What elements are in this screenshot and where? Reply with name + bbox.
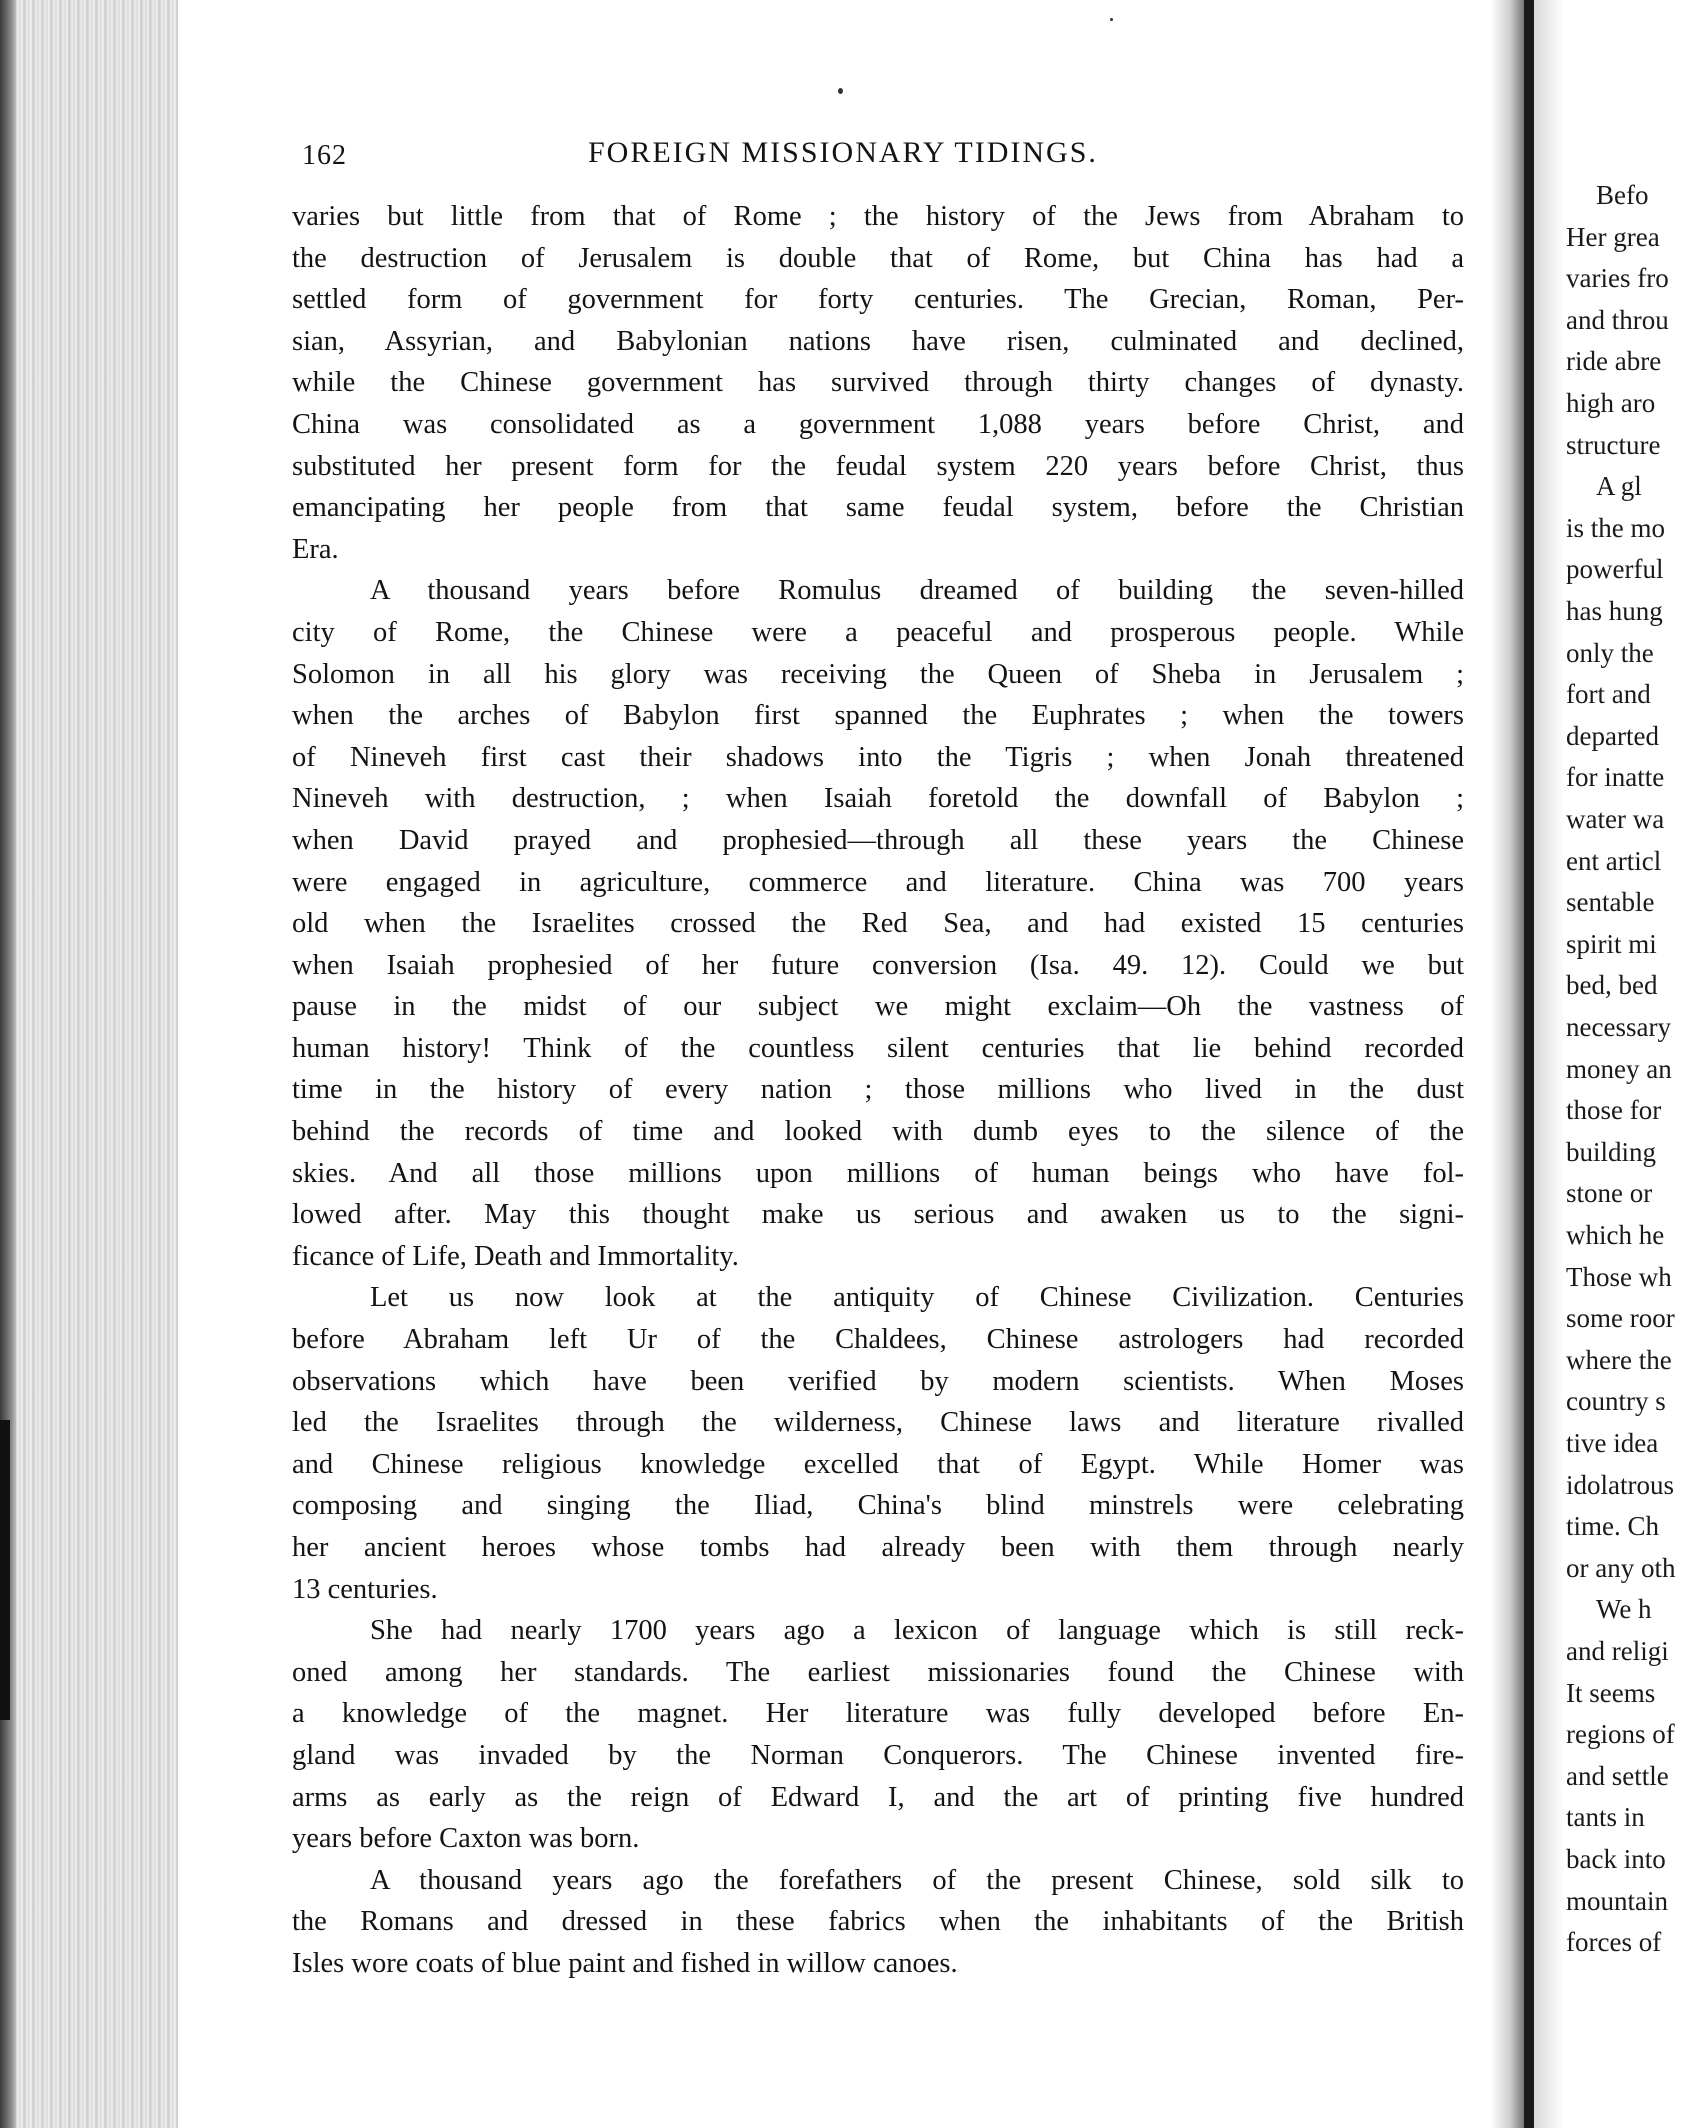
- text-line: while the Chinese government has survived through thirty changes of dynasty.: [292, 367, 1464, 399]
- page-curve-shadow: [1490, 0, 1526, 2128]
- text-line: years before Caxton was born.: [292, 1823, 640, 1855]
- text-line: substituted her present form for the feudal system 220 years before Christ, thus: [292, 450, 1464, 482]
- text-line: when the arches of Babylon first spanned the Euphrates ; when the towers: [292, 700, 1464, 732]
- text-line: settled form of government for forty centuries. The Grecian, Roman, Per-: [292, 284, 1464, 316]
- text-line: A thousand years ago the forefathers of the present Chinese, sold silk to: [370, 1864, 1464, 1896]
- facing-page-line: necessary: [1566, 1012, 1671, 1042]
- page-header: [302, 136, 1482, 186]
- facing-page-line: idolatrous: [1566, 1469, 1674, 1500]
- text-line: She had nearly 1700 years ago a lexicon of language which is still reck-: [370, 1615, 1464, 1647]
- text-line: time in the history of every nation ; those millions who lived in the dust: [292, 1074, 1464, 1106]
- text-line: emancipating her people from that same feudal system, before the Christian: [292, 492, 1464, 524]
- facing-page-line: only the: [1566, 637, 1654, 668]
- facing-page-line: tive idea: [1566, 1428, 1659, 1458]
- text-line: before Abraham left Ur of the Chaldees, Chinese astrologers had recorded: [292, 1324, 1464, 1356]
- facing-page-line: tants in: [1566, 1802, 1645, 1833]
- text-line: gland was invaded by the Norman Conquerors. The Chinese invented fire-: [292, 1739, 1464, 1771]
- facing-page-line: We h: [1596, 1594, 1652, 1625]
- text-line: human history! Think of the countless silent centuries that lie behind recorded: [292, 1032, 1464, 1064]
- text-line: composing and singing the Iliad, China's blind minstrels were celebrating: [292, 1490, 1464, 1522]
- facing-page-line: some roor: [1566, 1303, 1675, 1334]
- facing-page-line: those for: [1566, 1095, 1662, 1126]
- text-line: the Romans and dressed in these fabrics when the inhabitants of the British: [292, 1906, 1464, 1938]
- text-line: her ancient heroes whose tombs had already been with them through nearly: [292, 1532, 1464, 1563]
- text-line: ficance of Life, Death and Immortality.: [292, 1240, 739, 1272]
- article-body: [292, 196, 1464, 1985]
- facing-page-line: or any oth: [1566, 1552, 1676, 1583]
- text-line: and Chinese religious knowledge excelled that of Egypt. While Homer was: [292, 1448, 1464, 1480]
- text-line: lowed after. May this thought make us serious and awaken us to the signi-: [292, 1199, 1464, 1231]
- text-line: led the Israelites through the wilderness, Chinese laws and literature rivalled: [292, 1407, 1464, 1439]
- text-line: sian, Assyrian, and Babylonian nations have risen, culminated and declined,: [292, 325, 1464, 357]
- facing-page-line: and religi: [1566, 1636, 1669, 1666]
- facing-page-line: departed: [1566, 720, 1659, 751]
- facing-page-line: varies fro: [1566, 263, 1669, 294]
- text-line: the destruction of Jerusalem is double that of Rome, but China has had a: [292, 242, 1464, 274]
- text-line: Era.: [292, 533, 339, 565]
- text-line: Solomon in all his glory was receiving the Queen of Sheba in Jerusalem ;: [292, 658, 1464, 690]
- facing-page: [1534, 0, 1704, 2128]
- facing-page-line: and throu: [1566, 304, 1669, 335]
- text-line: A thousand years before Romulus dreamed of building the seven-hilled: [370, 575, 1464, 607]
- text-line: pause in the midst of our subject we might exclaim—Oh the vastness of: [292, 991, 1464, 1023]
- facing-page-line: ride abre: [1566, 346, 1662, 377]
- text-line: old when the Israelites crossed the Red Sea, and had existed 15 centuries: [292, 908, 1464, 940]
- facing-page-line: country s: [1566, 1386, 1666, 1417]
- facing-page-line: and settle: [1566, 1760, 1669, 1791]
- text-line: varies but little from that of Rome ; the history of the Jews from Abraham to: [292, 201, 1464, 232]
- facing-page-line: money an: [1566, 1053, 1672, 1084]
- facing-page-line: forces of: [1566, 1927, 1662, 1958]
- text-line: arms as early as the reign of Edward I, and the art of printing five hundred: [292, 1781, 1464, 1813]
- scan-speck: [1110, 18, 1113, 21]
- facing-page-line: which he: [1566, 1220, 1665, 1250]
- text-line: Let us now look at the antiquity of Chinese Civilization. Centuries: [370, 1282, 1464, 1314]
- text-line: oned among her standards. The earliest missionaries found the Chinese with: [292, 1656, 1464, 1688]
- book-page-edge: [0, 0, 178, 2128]
- facing-page-line: Her grea: [1566, 221, 1660, 252]
- paragraph: [292, 570, 1464, 1277]
- running-title: FOREIGN MISSIONARY TIDINGS.: [588, 136, 1098, 169]
- paragraph: [292, 1610, 1464, 1860]
- facing-page-line: back into: [1566, 1844, 1666, 1874]
- paragraph: [292, 1860, 1464, 1985]
- facing-page-line: stone or: [1566, 1178, 1653, 1209]
- facing-page-line: bed, bed: [1566, 970, 1658, 1001]
- facing-page-line: for inatte: [1566, 762, 1665, 793]
- text-line: when David prayed and prophesied—through all these years the Chinese: [292, 824, 1464, 856]
- text-line: Nineveh with destruction, ; when Isaiah foretold the downfall of Babylon ;: [292, 783, 1464, 815]
- text-line: China was consolidated as a government 1,088 years before Christ, and: [292, 408, 1464, 440]
- facing-page-line: has hung: [1566, 596, 1663, 626]
- text-line: Isles wore coats of blue paint and fished in willow canoes.: [292, 1947, 958, 1979]
- text-line: were engaged in agriculture, commerce and literature. China was 700 years: [292, 866, 1464, 898]
- text-line: a knowledge of the magnet. Her literature was fully developed before En-: [292, 1698, 1464, 1730]
- text-line: skies. And all those millions upon millions of human beings who have fol-: [292, 1157, 1464, 1189]
- text-line: 13 centuries.: [292, 1573, 438, 1605]
- binding-shadow: [0, 0, 16, 2128]
- paragraph: [292, 196, 1464, 570]
- page-number: 162: [302, 140, 347, 171]
- text-line: when Isaiah prophesied of her future conversion (Isa. 49. 12). Could we but: [292, 949, 1464, 981]
- facing-page-line: time. Ch: [1566, 1511, 1659, 1542]
- facing-page-line: mountain: [1566, 1885, 1668, 1916]
- scan-margin-mark: [0, 1420, 10, 1720]
- text-line: of Nineveh first cast their shadows into the Tigris ; when Jonah threatened: [292, 741, 1464, 773]
- facing-page-line: spirit mi: [1566, 928, 1657, 959]
- facing-page-line: is the mo: [1566, 512, 1665, 543]
- text-line: city of Rome, the Chinese were a peaceful and prosperous people. While: [292, 616, 1464, 648]
- facing-page-line: regions of: [1566, 1719, 1675, 1750]
- facing-page-line: building: [1566, 1136, 1657, 1167]
- facing-page-line: where the: [1566, 1344, 1672, 1375]
- paragraph: [292, 1277, 1464, 1610]
- scan-speck: [838, 88, 843, 94]
- text-line: observations which have been verified by modern scientists. When Moses: [292, 1365, 1464, 1397]
- facing-page-line: Befo: [1596, 180, 1649, 210]
- text-line: behind the records of time and looked with dumb eyes to the silence of the: [292, 1116, 1464, 1148]
- facing-page-line: powerful: [1566, 554, 1664, 585]
- facing-page-line: water wa: [1566, 804, 1665, 834]
- facing-page-line: ent articl: [1566, 845, 1662, 876]
- facing-page-line: A gl: [1596, 471, 1642, 502]
- facing-page-line: fort and: [1566, 679, 1651, 710]
- facing-page-line: Those wh: [1566, 1261, 1672, 1292]
- facing-page-line: sentable: [1566, 887, 1655, 918]
- book-gutter: [1524, 0, 1534, 2128]
- facing-page-line: It seems: [1566, 1677, 1656, 1708]
- facing-page-line: high aro: [1566, 388, 1656, 418]
- facing-page-line: structure: [1566, 429, 1661, 460]
